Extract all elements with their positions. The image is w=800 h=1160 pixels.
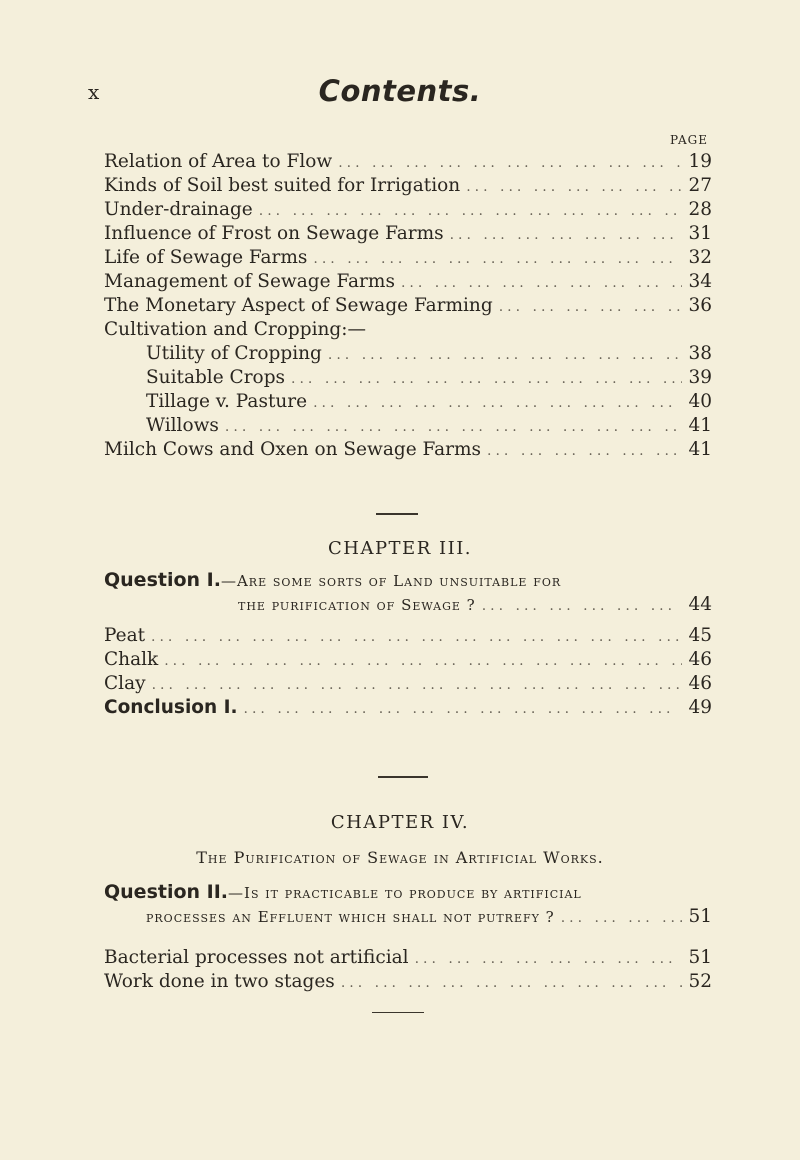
toc-entry: Conclusion I. ... . 49 bbox=[104, 696, 712, 720]
toc-entry: Bacterial processes not artificial ... . 51 bbox=[104, 946, 712, 970]
running-title: Contents. bbox=[318, 74, 482, 108]
question-text: processes an Effluent which shall not putrefy ? bbox=[146, 908, 555, 926]
toc-entry: Peat ... . 45 bbox=[104, 624, 712, 648]
question-page: 51 bbox=[688, 906, 712, 927]
toc-entry: Influence of Frost on Sewage Farms ... . 31 bbox=[104, 222, 712, 246]
toc-section-heading: Cultivation and Cropping:— bbox=[104, 319, 366, 340]
toc-entry: Willows ... . 41 bbox=[104, 414, 712, 438]
question-label: Question I. bbox=[104, 569, 221, 591]
section-divider bbox=[376, 513, 418, 515]
chapter-four-toc bbox=[104, 946, 712, 994]
question-text: —Are some sorts of Land unsuitable for bbox=[220, 572, 562, 590]
chapter-four-heading: CHAPTER IV. bbox=[330, 812, 470, 833]
toc-entry: Relation of Area to Flow ... . 19 bbox=[104, 150, 712, 174]
toc-entry: Suitable Crops ... . 39 bbox=[104, 366, 712, 390]
question-page: 44 bbox=[688, 594, 712, 615]
toc-entry: Under-drainage ... . 28 bbox=[104, 198, 712, 222]
toc-entry: The Monetary Aspect of Sewage Farming ... . 36 bbox=[104, 294, 712, 318]
chapter-three-heading: CHAPTER III. bbox=[327, 538, 473, 559]
chapter-three-question bbox=[104, 568, 712, 618]
question-text: —Is it practicable to produce by artificial bbox=[228, 884, 582, 902]
chapter-four-question bbox=[104, 880, 712, 930]
toc-entry: Utility of Cropping ... . 38 bbox=[104, 342, 712, 366]
page-column-label: PAGE bbox=[670, 133, 708, 147]
toc-entry: Clay ... . 46 bbox=[104, 672, 712, 696]
toc-entry: Management of Sewage Farms ... . 34 bbox=[104, 270, 712, 294]
chapter-three-toc bbox=[104, 624, 712, 720]
toc-entry: Chalk ... . 46 bbox=[104, 648, 712, 672]
question-text: the purification of Sewage ? bbox=[238, 596, 476, 614]
page-number: x bbox=[88, 80, 100, 104]
chapter-two-toc bbox=[104, 150, 712, 462]
toc-entry: Life of Sewage Farms ... . 32 bbox=[104, 246, 712, 270]
toc-entry: Kinds of Soil best suited for Irrigation ... . 27 bbox=[104, 174, 712, 198]
toc-entry: Work done in two stages ... . 52 bbox=[104, 970, 712, 994]
toc-entry: Tillage v. Pasture ... . 40 bbox=[104, 390, 712, 414]
chapter-four-subheading: The Purification of Sewage in Artificial Works. bbox=[196, 848, 604, 867]
section-divider bbox=[378, 776, 428, 778]
question-label: Question II. bbox=[104, 881, 229, 903]
section-divider bbox=[372, 1012, 424, 1013]
toc-entry: Milch Cows and Oxen on Sewage Farms ... . 41 bbox=[104, 438, 712, 462]
